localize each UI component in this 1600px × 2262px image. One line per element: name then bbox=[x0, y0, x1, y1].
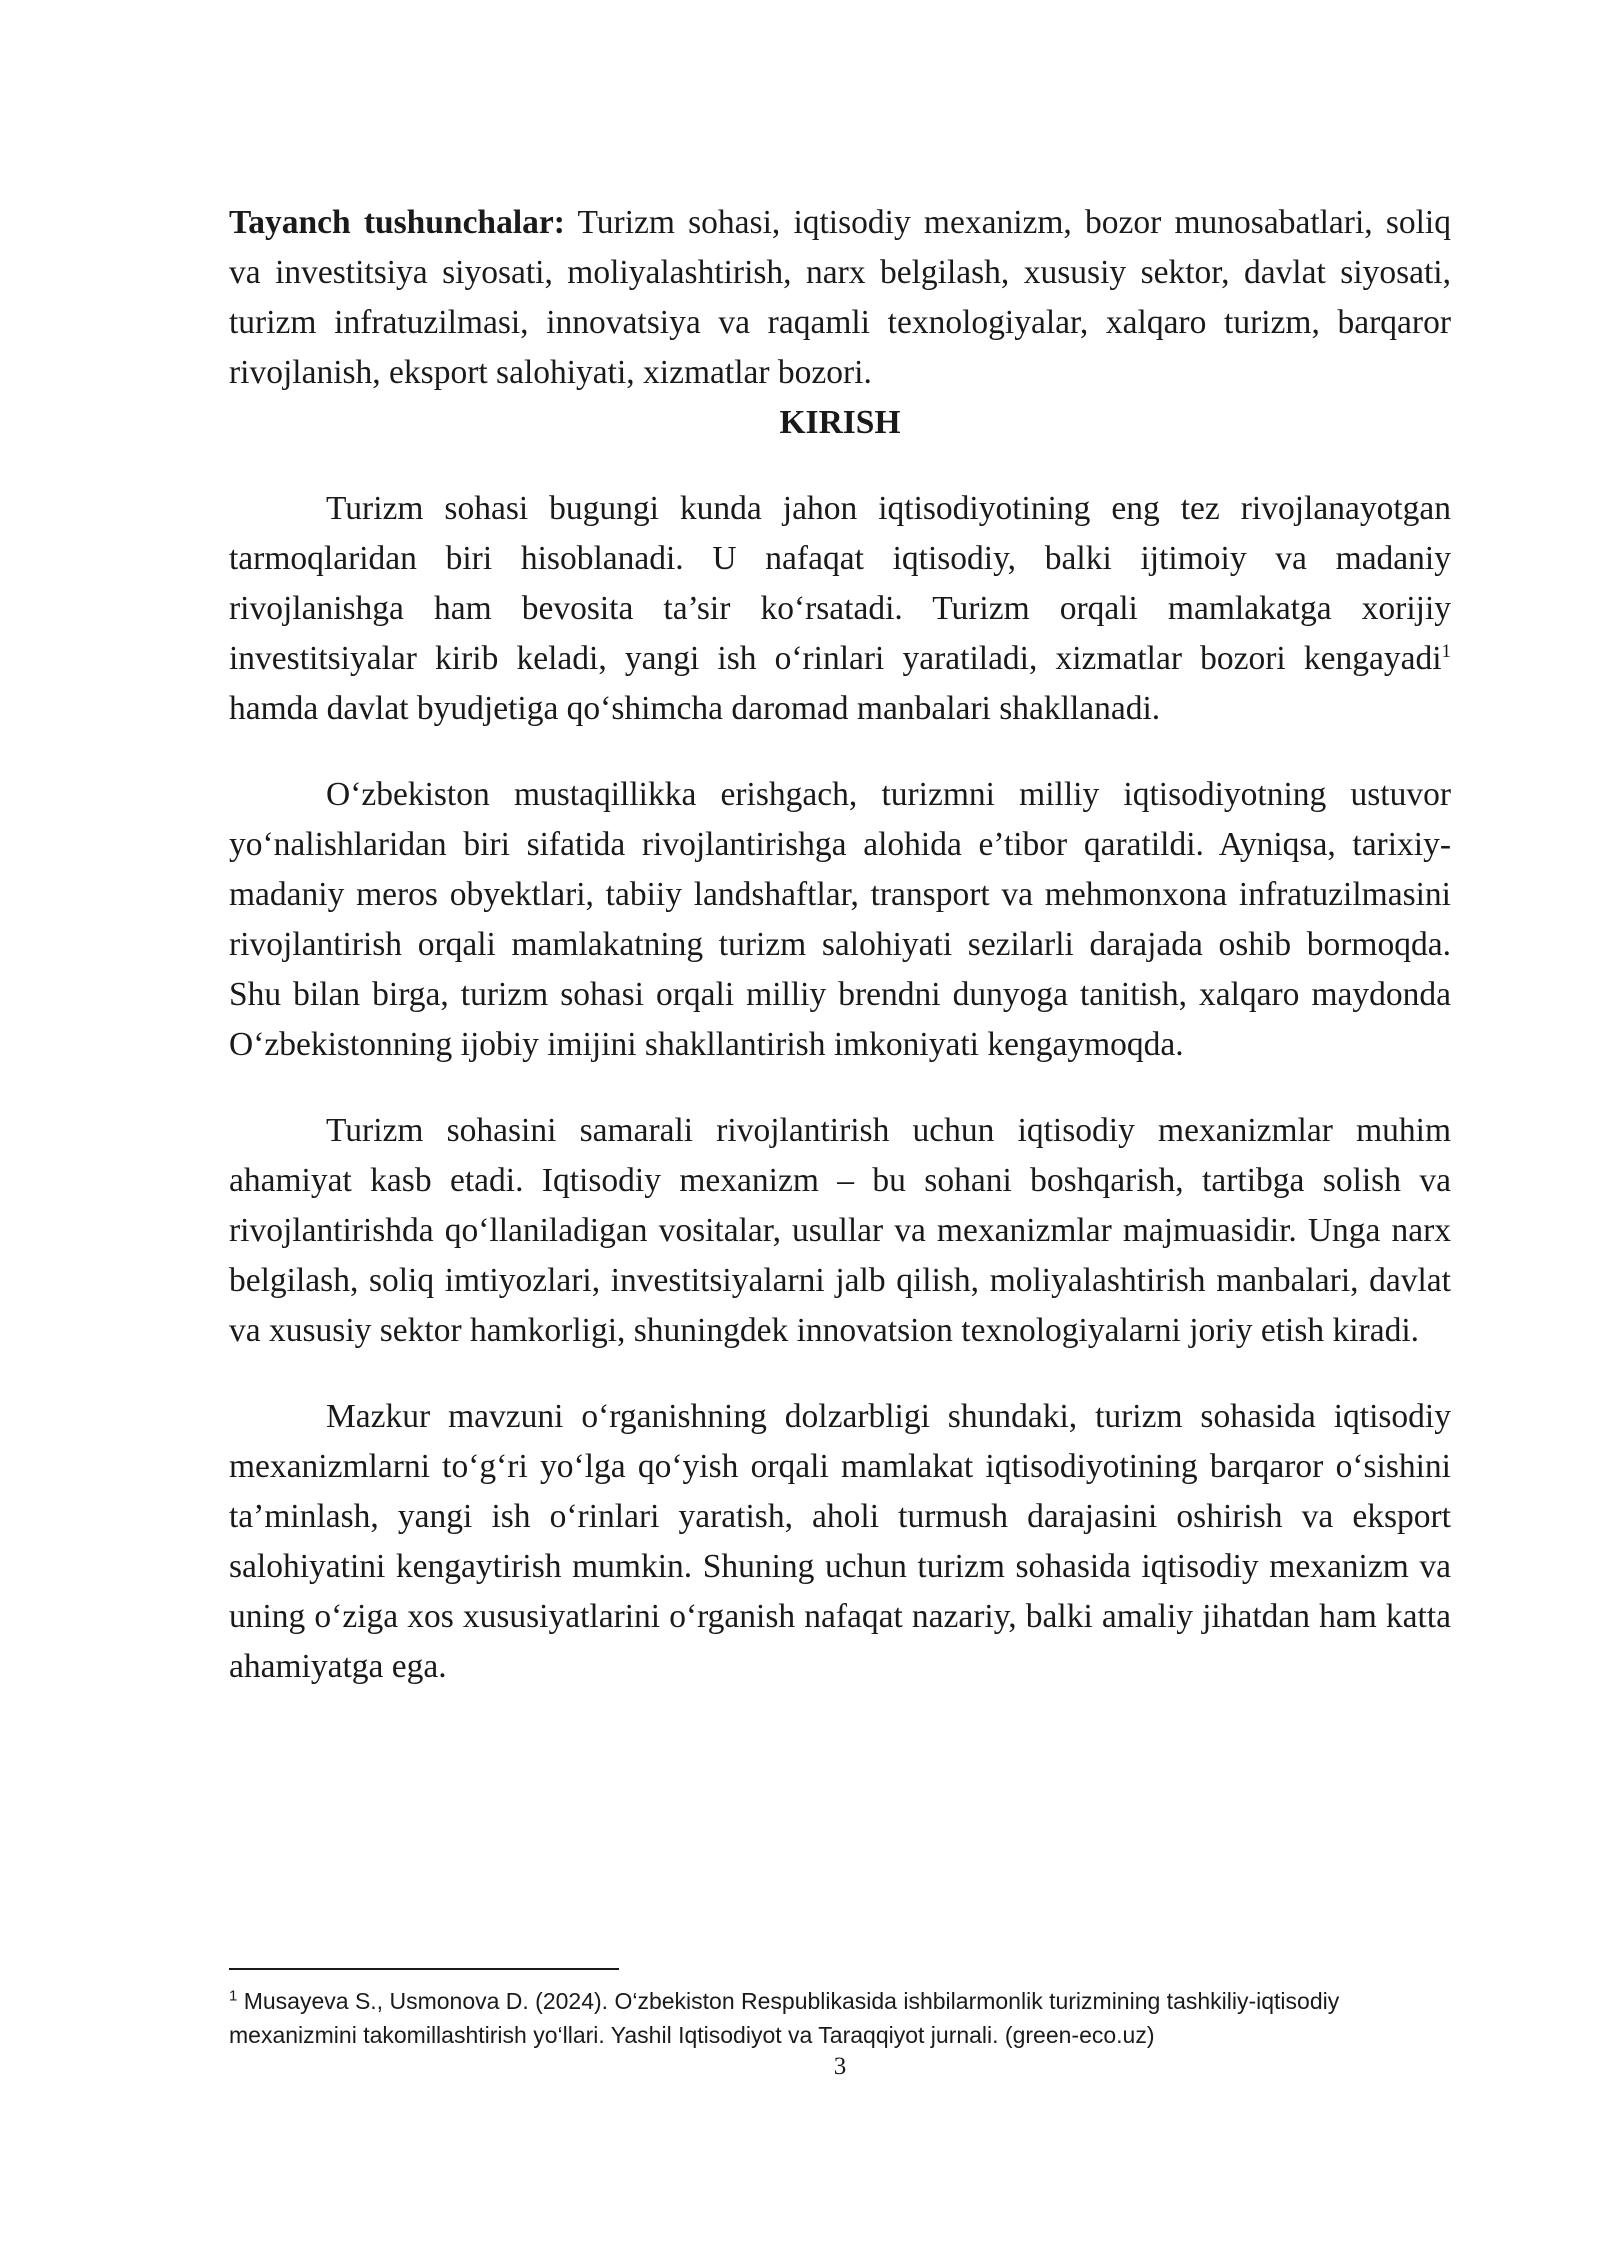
paragraph-1 bbox=[229, 484, 1451, 734]
footnote-separator bbox=[229, 1968, 619, 1970]
paragraph-4: Mazkur mavzuni o‘rganishning dolzarbligi shundaki, turizm sohasida iqtisodiy mexanizmlarni to‘g‘ri yo‘lga qo‘yish orqali mamlakat iqtisodiyotining barqaror o‘sishini ta’minlash, yangi ish o‘rinlari yaratish, aholi turmush darajasini oshirish va eksport salohiyatini kengaytirish mumkin. Shuning uchun turizm sohasida iqtisodiy mexanizm va uning o‘ziga xos xususiyatlarini o‘rganish nafaqat nazariy, balki amaliy jihatdan ham katta ahamiyatga ega. bbox=[229, 1398, 1451, 1685]
document-body bbox=[229, 198, 1451, 1692]
keywords-paragraph bbox=[229, 198, 1451, 398]
footnote-reference[interactable]: 1 bbox=[1441, 640, 1451, 662]
page-number: 3 bbox=[833, 2053, 847, 2080]
footnote bbox=[229, 1984, 1451, 2052]
paragraph-1-text: Turizm sohasi bugungi kunda jahon iqtisodiyotining eng tez rivojlanayotgan tarmoqlaridan biri hisoblanadi. U nafaqat iqtisodiy, balki ijtimoiy va madaniy rivojlanishga ham bevosita ta’sir ko‘rsatadi. Turizm orqali mamlakatga xorijiy investitsiyalar kirib keladi, yangi ish o‘rinlari yaratiladi, xizmatlar bozori kengayadi bbox=[229, 490, 1451, 677]
paragraph-1-text-continued: hamda davlat byudjetiga qo‘shimcha daromad manbalari shakllanadi. bbox=[229, 690, 1161, 727]
paragraph-3: Turizm sohasini samarali rivojlantirish uchun iqtisodiy mexanizmlar muhim ahamiyat kasb etadi. Iqtisodiy mexanizm – bu sohani boshqarish, tartibga solish va rivojlantirishda qo‘llaniladigan vositalar, usullar va mexanizmlar majmuasidir. Unga narx belgilash, soliq imtiyozlari, investitsiyalarni jalb qilish, moliyalashtirish manbalari, davlat va xususiy sektor hamkorligi, shuningdek innovatsion texnologiyalarni joriy etish kiradi. bbox=[229, 1112, 1451, 1349]
paragraph-2: O‘zbekiston mustaqillikka erishgach, turizmni milliy iqtisodiyotning ustuvor yo‘nalishlaridan biri sifatida rivojlantirishga alohida e’tibor qaratildi. Ayniqsa, tarixiy-madaniy meros obyektlari, tabiiy landshaftlar, transport va mehmonxona infratuzilmasini rivojlantirish orqali mamlakatning turizm salohiyati sezilarli darajada oshib bormoqda. Shu bilan birga, turizm sohasi orqali milliy brendni dunyoga tanitish, xalqaro maydonda O‘zbekistonning ijobiy imijini shakllantirish imkoniyati kengaymoqda. bbox=[229, 776, 1451, 1063]
footnote-number: 1 bbox=[229, 1987, 238, 2005]
keywords-text: Turizm sohasi, iqtisodiy mexanizm, bozor munosabatlari, soliq va investitsiya siyosati, moliyalashtirish, narx belgilash, xususiy sektor, davlat siyosati, turizm infratuzilmasi, innovatsiya va raqamli texnologiyalar, xalqaro turizm, barqaror rivojlanish, eksport salohiyati, xizmatlar bozori. bbox=[229, 204, 1451, 391]
keywords-label: Tayanch tushunchalar: bbox=[229, 204, 565, 241]
footnote-text: Musayeva S., Usmonova D. (2024). O‘zbekiston Respublikasida ishbilarmonlik turizmining tashkiliy-iqtisodiy mexanizmini takomillashtirish yo‘llari. Yashil Iqtisodiyot va Taraqqiyot jurnali. (green-eco.uz) bbox=[229, 1988, 1340, 2048]
section-heading: KIRISH bbox=[779, 404, 901, 441]
